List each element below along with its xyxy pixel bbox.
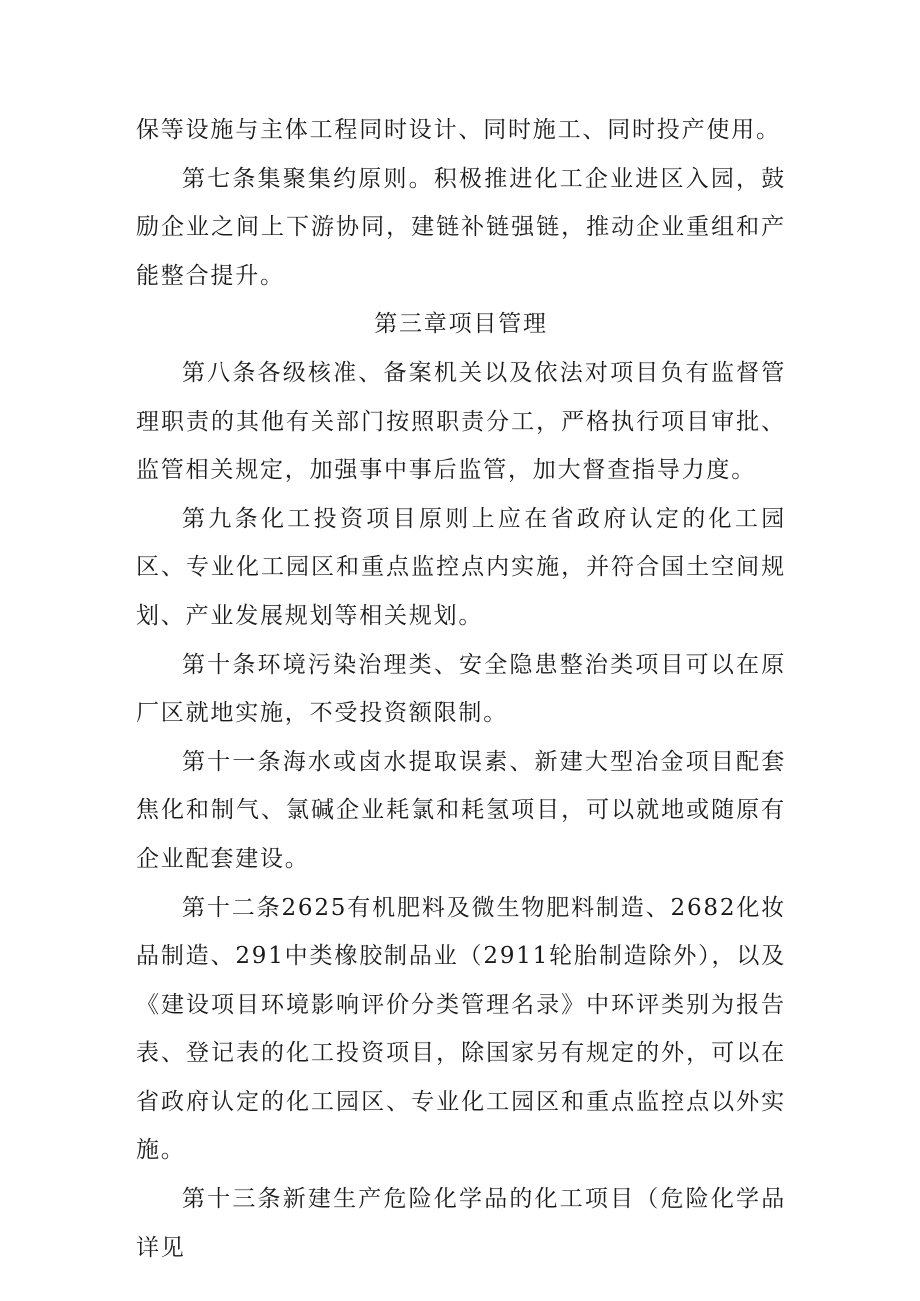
article-11: 第十一条海水或卤水提取误素、新建大型冶金项目配套焦化和制气、氯碱企业耗氯和耗氢项目，可以就地或随原有企业配套建设。 [136, 748, 786, 872]
article-13: 第十三条新建生产危险化学品的化工项目（危险化学品详见 [136, 1186, 786, 1261]
article-8: 第八条各级核准、备案机关以及依法对项目负有监督管理职责的其他有关部门按照职责分工，严格执行项目审批、监管相关规定，加强事中事后监管，加大督查指导力度。 [136, 359, 786, 484]
article-12: 第十二条2625有机肥料及微生物肥料制造、2682化妆品制造、291中类橡胶制品业（2911轮胎制造除外），以及《建设项目环境影响评价分类管理名录》中环评类别为报告表、登记表的化工投资项目，除国家另有规定的外，可以在省政府认定的化工园区、专业化工园区和重点监控点以外实施。 [136, 894, 786, 1164]
article-7: 第七条集聚集约原则。积极推进化工企业进区入园，鼓励企业之间上下游协同，建链补链强链，推动企业重组和产能整合提升。 [136, 165, 786, 289]
chapter-heading: 第三章项目管理 [374, 311, 548, 338]
article-9: 第九条化工投资项目原则上应在省政府认定的化工园区、专业化工园区和重点监控点内实施，并符合国土空间规划、产业发展规划等相关规划。 [136, 505, 786, 629]
paragraph-continuation: 保等设施与主体工程同时设计、同时施工、同时投产使用。 [136, 117, 781, 143]
document-page [136, 106, 786, 1272]
article-10: 第十条环境污染治理类、安全隐患整治类项目可以在原厂区就地实施，不受投资额限制。 [136, 651, 786, 727]
